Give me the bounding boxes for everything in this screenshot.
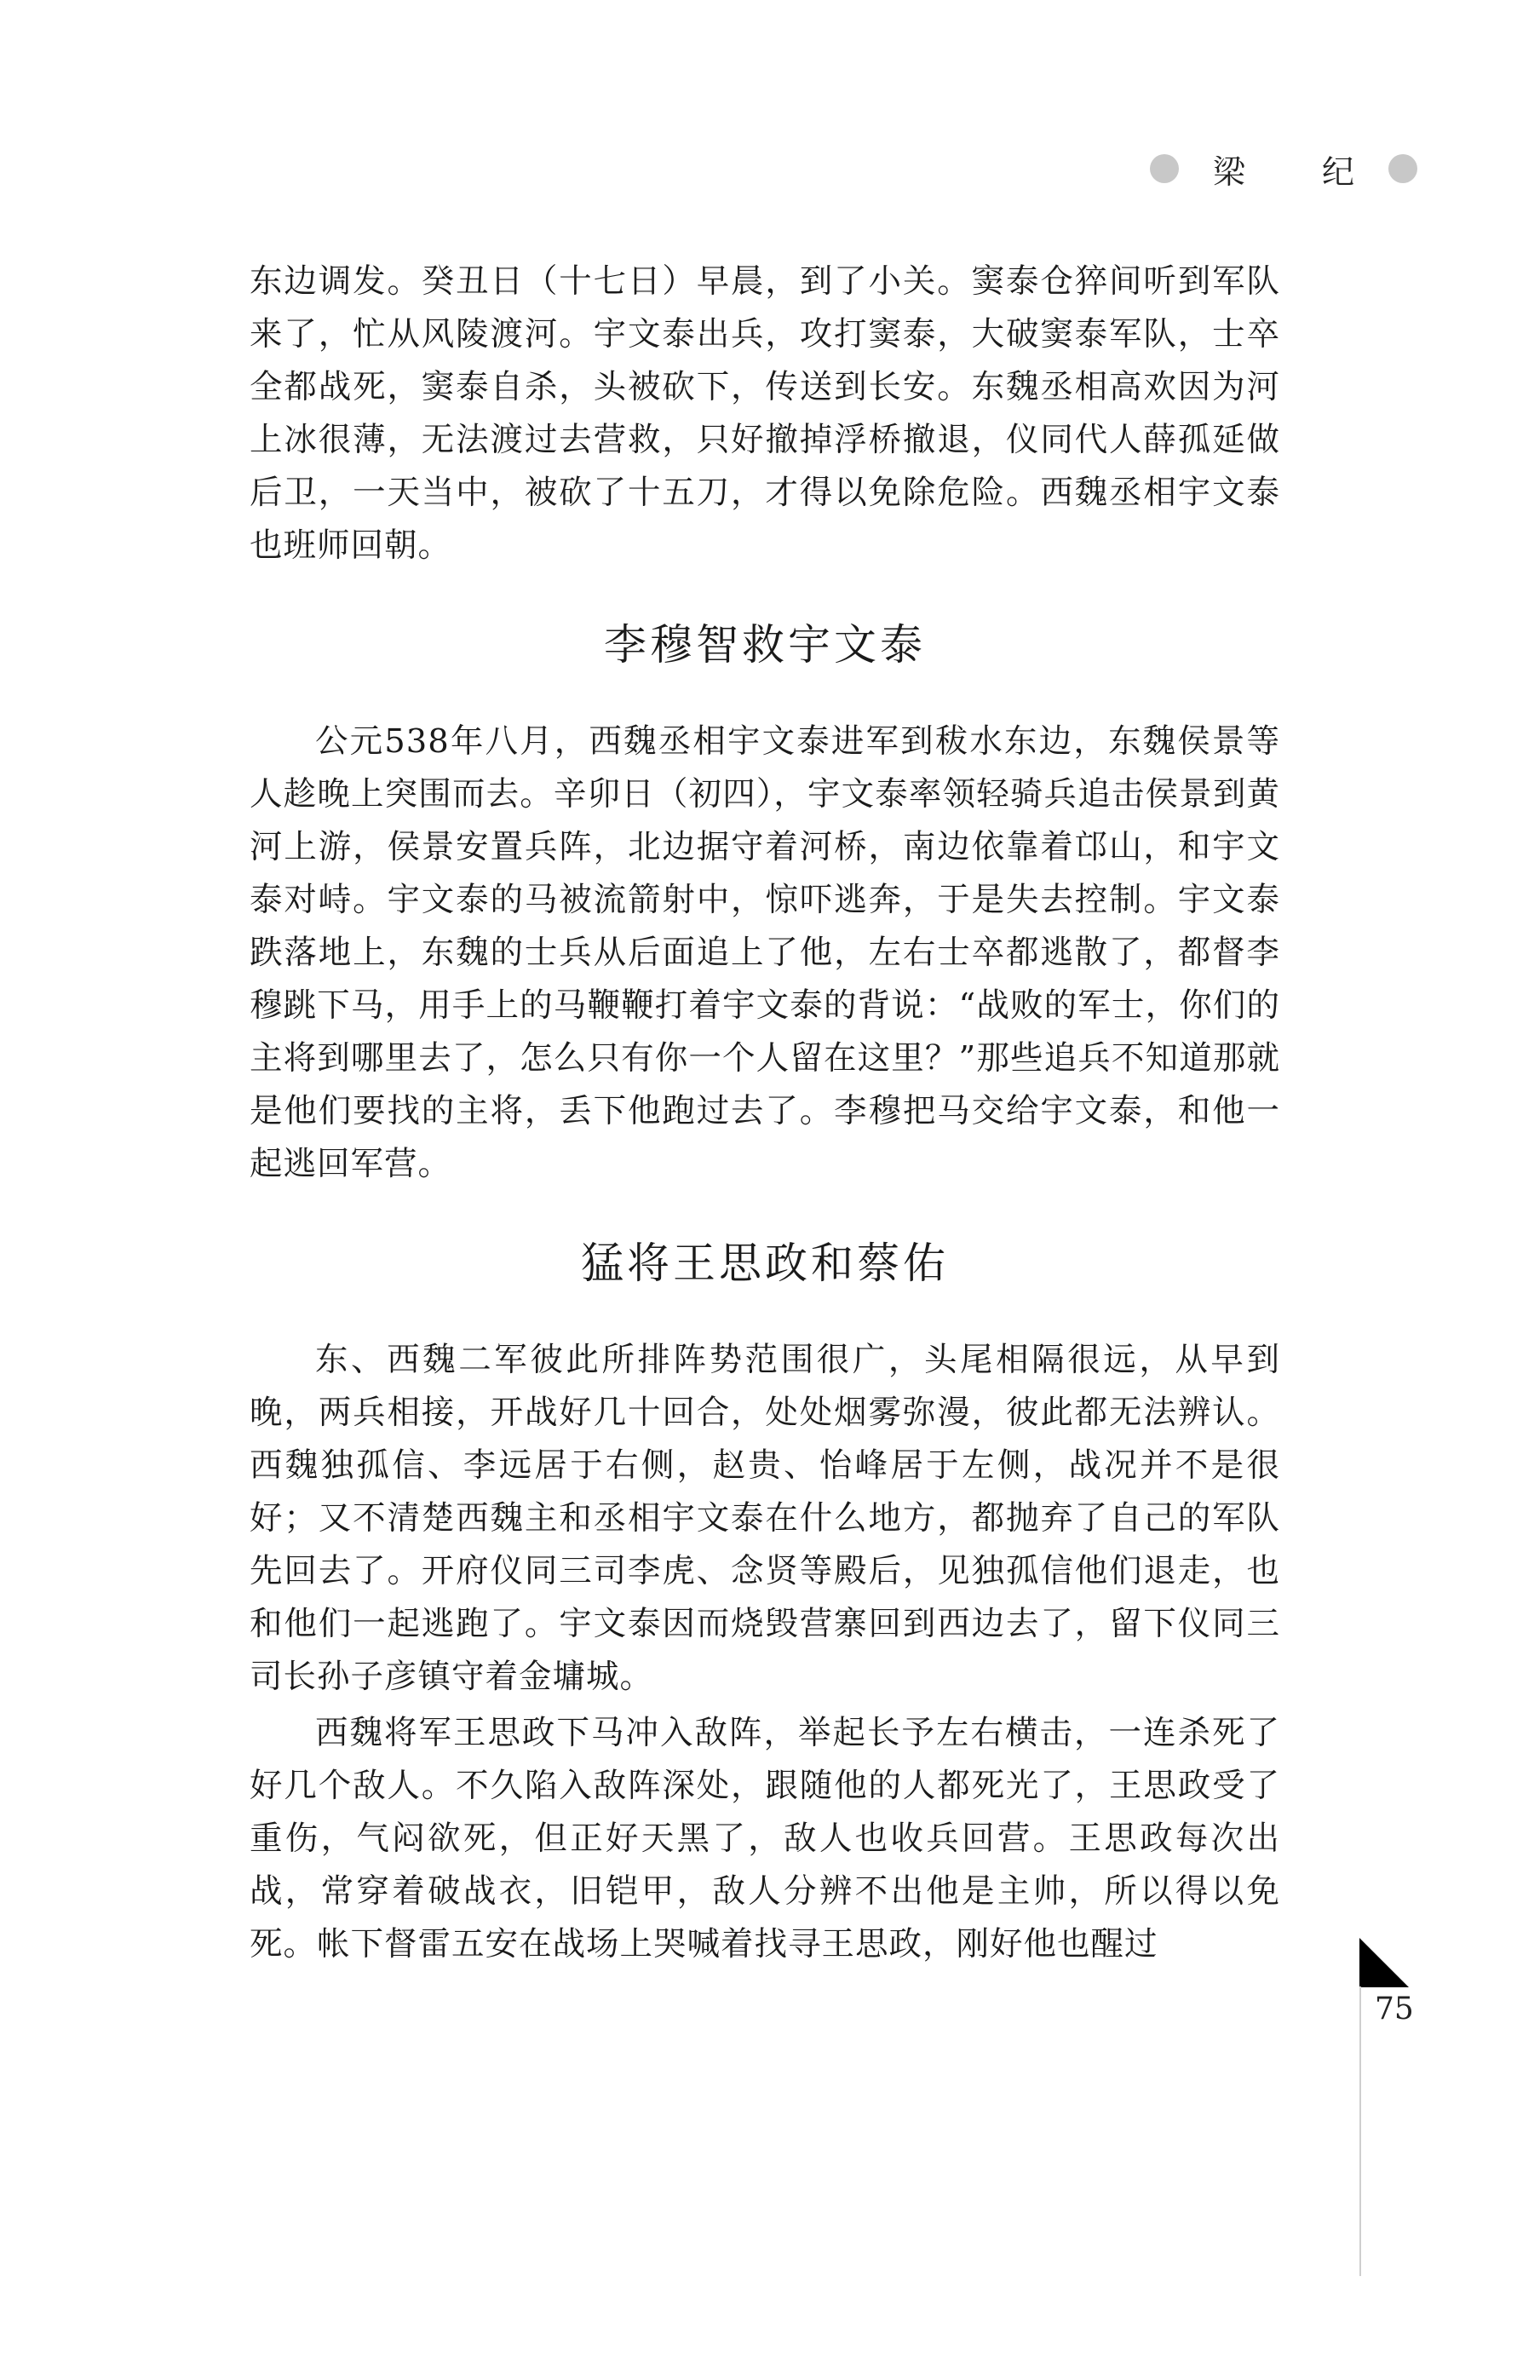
intro-paragraph: 东边调发。癸丑日（十七日）早晨，到了小关。窦泰仓猝间听到军队来了，忙从风陵渡河。宇文泰出兵，攻打窦泰，大破窦泰军队，士卒全都战死，窦泰自杀，头被砍下，传送到长安。东魏丞相高欢因为河上冰很薄，无法渡过去营救，只好撤掉浮桥撤退，仪同代人薛孤延做后卫，一天当中，被砍了十五刀，才得以免除危险。西魏丞相宇文泰也班师回朝。 — [250, 262, 1280, 565]
section-title-limu: 李穆智救宇文泰 — [604, 620, 926, 670]
running-head — [1150, 143, 1417, 194]
running-head-char-1: 梁 — [1212, 152, 1245, 191]
section1-paragraph-1: 公元538年八月，西魏丞相宇文泰进军到秡水东边，东魏侯景等人趁晚上突围而去。辛卯日（初四），宇文泰率领轻骑兵追击侯景到黄河上游，侯景安置兵阵，北边据守着河桥，南边依靠着邙山，和宇文泰对峙。宇文泰的马被流箭射中，惊吓逃奔，于是失去控制。宇文泰跌落地上，东魏的士兵从后面追上了他，左右士卒都逃散了，都督李穆跳下马，用手上的马鞭鞭打着宇文泰的背说：“战败的军士，你们的主将到哪里去了，怎么只有你一个人留在这里？”那些追兵不知道那就是他们要找的主将，丢下他跑过去了。李穆把马交给宇文泰，和他一起逃回军营。 — [250, 722, 1280, 1183]
page-edge-line — [1359, 1986, 1361, 2276]
section2-paragraph-2: 西魏将军王思政下马冲入敌阵，举起长予左右横击，一连杀死了好几个敌人。不久陷入敌阵深处，跟随他的人都死光了，王思政受了重伤，气闷欲死，但正好天黑了，敌人也收兵回营。王思政每次出战，常穿着破战衣，旧铠甲，敌人分辨不出他是主帅，所以得以免死。帐下督雷五安在战场上哭喊着找寻王思政，刚好他也醒过 — [250, 1714, 1280, 1963]
page-number: 75 — [1375, 1992, 1414, 2026]
right-dot-ornament — [1388, 154, 1417, 183]
section-title-wangsizheng: 猛将王思政和蔡佑 — [581, 1239, 949, 1288]
section2-paragraph-1: 东、西魏二军彼此所排阵势范围很广，头尾相隔很远，从早到晚，两兵相接，开战好几十回合，处处烟雾弥漫，彼此都无法辨认。西魏独孤信、李远居于右侧，赵贵、怡峰居于左侧，战况并不是很好；又不清楚西魏主和丞相宇文泰在什么地方，都抛弃了自己的军队先回去了。开府仪同三司李虎、念贤等殿后，见独孤信他们退走，也和他们一起逃跑了。宇文泰因而烧毁营寨回到西边去了，留下仪同三司长孙子彦镇守着金墉城。 — [250, 1341, 1280, 1696]
running-head-title — [1213, 146, 1354, 193]
page-body — [250, 256, 1280, 1971]
running-head-char-2: 纪 — [1321, 152, 1354, 191]
page-corner-triangle — [1359, 1938, 1409, 1987]
left-dot-ornament — [1150, 154, 1179, 183]
